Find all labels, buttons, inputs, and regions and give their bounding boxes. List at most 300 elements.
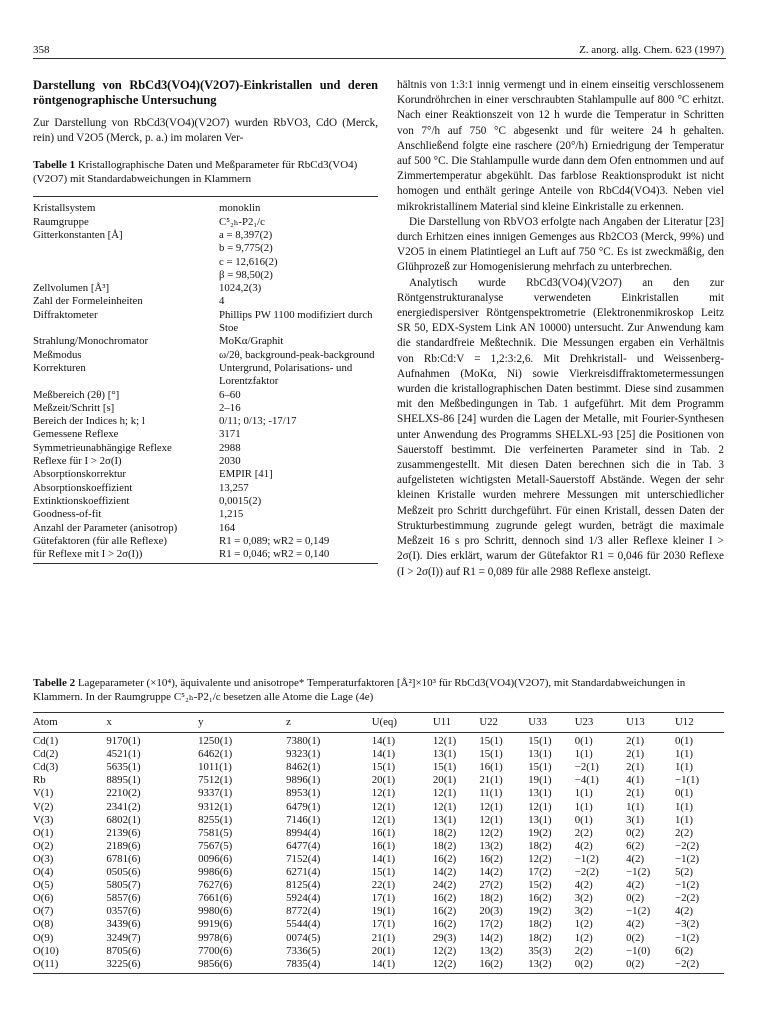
table2-cell: 9978(6) — [198, 931, 233, 944]
table2-cell: 2341(2) — [106, 800, 141, 813]
table1-value-cell: monoklin — [219, 202, 261, 215]
table2-row — [33, 905, 724, 918]
table2-cell: 3249(7) — [106, 931, 141, 944]
table2-cell: 18(2) — [432, 839, 457, 852]
table2-cell: 11(1) — [479, 787, 503, 800]
table2-cell: 6(2) — [626, 839, 645, 852]
table1-row — [33, 269, 378, 282]
table1-value-cell: 0/11; 0/13; -17/17 — [219, 415, 297, 428]
table2-cell: 0(2) — [626, 958, 675, 974]
table2-cell: 3439(6) — [106, 918, 141, 931]
table2-cell: 12(1) — [371, 800, 396, 813]
table2-cell: 13(2) — [479, 839, 503, 852]
table2-cell: 0(2) — [626, 826, 645, 839]
table2-cell: 7512(1) — [198, 774, 233, 787]
table2-cell: 7581(5) — [198, 826, 233, 839]
right-column — [397, 78, 724, 580]
table2-cell: 13(1) — [432, 748, 457, 761]
table1-label-cell: Meßmodus — [33, 348, 82, 361]
table2-cell: 12(1) — [432, 787, 457, 800]
table1-row — [33, 197, 378, 216]
table2-cell: 18(2) — [528, 918, 552, 931]
table2-cell: 9856(6) — [198, 958, 286, 974]
table2-cell: 13(1) — [528, 813, 552, 826]
table2-cell: 3(2) — [574, 892, 593, 905]
table2-cell: 15(1) — [479, 735, 503, 748]
table1-label-cell: für Reflexe mit I > 2σ(I)) — [33, 548, 143, 561]
table2-cell: 12(2) — [433, 958, 479, 974]
crystal-data-table — [33, 196, 378, 564]
table2-cell: 6477(4) — [286, 839, 321, 852]
table1-label-cell — [33, 256, 219, 269]
table2-cell: O(2) — [33, 839, 54, 852]
table2-cell: 2(1) — [626, 787, 645, 800]
table2-cell: Cd(2) — [33, 748, 59, 761]
table1-value-cell: β = 98,50(2) — [219, 268, 273, 281]
table1-row — [33, 508, 378, 521]
table1-row — [33, 282, 378, 295]
atomic-parameters-table — [33, 712, 724, 974]
table2-cell: O(11) — [33, 958, 106, 974]
table2-cell: 5544(4) — [286, 918, 321, 931]
table2-header-cell: y — [198, 713, 286, 733]
table2-cell: −2(2) — [675, 958, 724, 974]
table2-cell: 7567(5) — [198, 839, 233, 852]
table2-cell: 3225(6) — [106, 958, 198, 974]
table2-row — [33, 761, 724, 774]
table1-row — [33, 428, 378, 441]
table2-cell: 2(2) — [574, 826, 593, 839]
table2-cell: O(5) — [33, 879, 54, 892]
table2-cell: 2(2) — [675, 826, 693, 839]
table2-caption — [33, 676, 724, 704]
table2-cell: 15(1) — [479, 748, 503, 761]
table2-header-cell: U22 — [479, 713, 528, 733]
table2-cell: 7152(4) — [286, 852, 321, 865]
table2-cell: 8953(1) — [286, 787, 321, 800]
table2-cell: 12(1) — [479, 800, 503, 813]
table2-cell: 9896(1) — [286, 774, 321, 787]
table1-value-cell: C⁵₂ₕ-P2₁/c — [219, 215, 265, 228]
table2-row — [33, 945, 724, 958]
table2-cell: 14(1) — [371, 852, 396, 865]
table1-value-cell: c = 12,616(2) — [219, 255, 278, 268]
table2-cell: Cd(3) — [33, 761, 59, 774]
table2-cell: 14(2) — [479, 931, 503, 944]
table2-cell: −1(1) — [675, 774, 700, 787]
table2-cell: 1(1) — [574, 800, 593, 813]
table2-cell: 1(2) — [574, 918, 593, 931]
table1-value-cell: 1024,2(3) — [219, 282, 262, 295]
table2-cell: 0(1) — [574, 813, 593, 826]
table2-cell: 15(1) — [528, 735, 552, 748]
table2-cell: 1(1) — [626, 800, 645, 813]
table2-cell: −1(2) — [626, 905, 651, 918]
table1-row — [33, 455, 378, 468]
table1-value-cell: 164 — [219, 521, 236, 534]
table2-cell: −2(2) — [574, 866, 599, 879]
table2-cell: 12(1) — [528, 800, 552, 813]
table2-cell: 19(1) — [528, 774, 552, 787]
table2-cell: −3(2) — [675, 918, 700, 931]
table2-row — [33, 958, 724, 974]
table2-cell: 4(1) — [626, 774, 645, 787]
table1-row — [33, 256, 378, 269]
table2-cell: 19(2) — [528, 905, 552, 918]
table2-cell: 0(2) — [626, 892, 645, 905]
table2-cell: 16(2) — [479, 852, 503, 865]
table2-cell: 1(1) — [675, 813, 693, 826]
table2-block — [33, 676, 724, 974]
table2-cell: 3(2) — [574, 905, 593, 918]
table1-value-cell: 2030 — [219, 455, 241, 468]
table1-value-cell: 0,0015(2) — [219, 494, 262, 507]
table2-cell: 18(2) — [432, 826, 457, 839]
table2-cell: V(1) — [33, 787, 54, 800]
table2-cell: 5924(4) — [286, 892, 321, 905]
table2-cell: 9312(1) — [198, 800, 233, 813]
table2-cell: −1(2) — [675, 879, 700, 892]
table2-cell: 18(2) — [479, 892, 503, 905]
table2-cell: −1(2) — [574, 852, 599, 865]
table2-cell: 0(1) — [574, 735, 593, 748]
table2-cell: 21(1) — [371, 931, 396, 944]
table2-cell: 6802(1) — [106, 813, 141, 826]
table2-cell: 8125(4) — [286, 879, 321, 892]
table1-row — [33, 216, 378, 229]
table2-cell: 9980(6) — [198, 905, 233, 918]
table1-label-cell: Zahl der Formeleinheiten — [33, 295, 143, 308]
table2-row — [33, 748, 724, 761]
table2-cell: −1(2) — [675, 852, 700, 865]
table2-cell: 0505(6) — [106, 866, 141, 879]
table1-label-cell: Diffraktometer — [33, 308, 98, 321]
table1-row — [33, 402, 378, 415]
table2-cell: Cd(1) — [33, 735, 59, 748]
table2-cell: 0(2) — [626, 931, 645, 944]
table2-cell: 16(1) — [371, 826, 396, 839]
table1-value-cell: R1 = 0,046; wR2 = 0,140 — [219, 548, 330, 561]
section-heading: Darstellung von RbCd3(VO4)(V2O7)-Einkristallen und deren röntgenographische Untersuchung — [33, 78, 378, 107]
table2-cell: 35(3) — [528, 944, 552, 957]
table2-cell: −1(2) — [626, 866, 651, 879]
table2-cell: 6781(6) — [106, 852, 141, 865]
table1-value-cell: 6–60 — [219, 388, 241, 401]
table2-cell: 4(2) — [626, 852, 645, 865]
table2-cell: 1250(1) — [198, 735, 233, 748]
table2-cell: 9919(6) — [198, 918, 233, 931]
table2-cell: 14(1) — [372, 958, 433, 974]
table2-cell: 16(1) — [371, 839, 396, 852]
table2-cell: 9986(6) — [198, 866, 233, 879]
intro-paragraph: Zur Darstellung von RbCd3(VO4)(V2O7) wurden RbVO3, CdO (Merck, rein) und V2O5 (Merck, p. a.) im molaren Ver- — [33, 117, 378, 145]
table1-label-cell: Kristallsystem — [33, 202, 96, 215]
table2-row — [33, 866, 724, 879]
table2-cell: 22(1) — [371, 879, 396, 892]
page-number: 358 — [33, 44, 50, 56]
table2-cell: 18(2) — [528, 931, 552, 944]
table2-cell: O(8) — [33, 918, 54, 931]
table2-cell: 2210(2) — [106, 787, 141, 800]
table2-cell: 4(2) — [626, 879, 645, 892]
table2-cell: 6462(1) — [198, 748, 233, 761]
table2-cell: 19(1) — [371, 905, 396, 918]
table1-value-cell: R1 = 0,089; wR2 = 0,149 — [219, 534, 330, 547]
table1-row — [33, 309, 378, 336]
table1-label-cell: Korrekturen — [33, 361, 86, 374]
table2-header-cell: Atom — [33, 713, 106, 733]
table2-cell: 13(1) — [528, 748, 552, 761]
table2-cell: 24(2) — [432, 879, 457, 892]
table1-label-cell — [33, 242, 219, 255]
table1-label-cell: Gemessene Reflexe — [33, 428, 119, 441]
table2-cell: −4(1) — [574, 774, 599, 787]
table2-cell: 2139(6) — [106, 826, 141, 839]
table2-cell: 8462(1) — [286, 761, 321, 774]
table2-cell: 4(2) — [675, 905, 693, 918]
table2-row — [33, 774, 724, 787]
table2-cell: 16(2) — [432, 918, 457, 931]
table2-cell: 7661(6) — [198, 892, 233, 905]
table2-row — [33, 918, 724, 931]
table1-label-cell: Extinktionskoeffizient — [33, 494, 130, 507]
table2-cell: 1(1) — [675, 761, 693, 774]
table1-row — [33, 442, 378, 455]
table1-value-cell: 2988 — [219, 441, 241, 454]
table2-cell: 8895(1) — [106, 774, 141, 787]
table1-row — [33, 295, 378, 308]
table2-cell: 12(1) — [371, 813, 396, 826]
table2-cell: 0(1) — [675, 787, 693, 800]
table2-cell: 0(2) — [575, 958, 626, 974]
table2-row — [33, 801, 724, 814]
table2-cell: 17(2) — [479, 918, 503, 931]
table2-cell: 16(2) — [528, 892, 552, 905]
table2-cell: 15(1) — [371, 866, 396, 879]
table2-cell: 6271(4) — [286, 866, 321, 879]
table1-value-cell: 1,215 — [219, 508, 244, 521]
table2-header-cell: U33 — [528, 713, 574, 733]
table2-cell: 13(1) — [432, 813, 457, 826]
table2-cell: 2(1) — [626, 748, 645, 761]
table2-header-cell: U(eq) — [372, 713, 433, 733]
table2-cell: 12(1) — [432, 800, 457, 813]
table1-caption-text: Kristallographische Daten und Meßparameter für RbCd3(VO4)(V2O7) mit Standardabweichungen in Klammern — [33, 159, 358, 186]
table2-cell: V(3) — [33, 813, 54, 826]
table1-label-cell: Absorptionskorrektur — [33, 468, 126, 481]
table2-cell: 9170(1) — [106, 735, 141, 748]
table1-row — [33, 468, 378, 481]
table2-row — [33, 853, 724, 866]
table2-cell: 7336(5) — [286, 944, 321, 957]
table1-row — [33, 535, 378, 548]
table2-cell: 2(1) — [626, 735, 645, 748]
table1-value-cell: 4 — [219, 295, 225, 308]
table2-cell: 17(1) — [371, 918, 396, 931]
left-column — [33, 78, 378, 564]
table2-cell: 12(2) — [528, 852, 552, 865]
table2-cell: 1(1) — [574, 748, 593, 761]
table2-cell: Rb — [33, 774, 46, 787]
table2-cell: 0(1) — [675, 735, 693, 748]
table1-row — [33, 415, 378, 428]
table1-value-cell: a = 8,397(2) — [219, 229, 273, 241]
table2-cell: 1011(1) — [198, 761, 232, 774]
table1-label-cell: Raumgruppe — [33, 215, 89, 228]
table1-row — [33, 522, 378, 535]
paragraph-rbvo3: Die Darstellung von RbVO3 erfolgte nach Angaben der Literatur [23] durch Erhitzen eines innigen Gemenges aus Rb2CO3 (Merck, 99%) und V2O5 in einem Platintiegel an Luft auf 750 °C. Es ist zweckmäßig, den Glühprozeß zur Homogenisierung mehrfach zu unterbrechen. — [397, 215, 724, 274]
table2-cell: −2(2) — [675, 892, 700, 905]
table2-cell: 7700(6) — [198, 944, 233, 957]
table1-value-cell: Untergrund, Polarisations- und Lorentzfaktor — [219, 361, 353, 388]
table2-row — [33, 932, 724, 945]
table2-cell: O(1) — [33, 826, 54, 839]
table2-cell: 17(2) — [528, 866, 552, 879]
table2-cell: 12(1) — [371, 787, 396, 800]
table1-value-cell: 3171 — [219, 428, 241, 441]
table2-cell: O(7) — [33, 905, 54, 918]
table2-cell: 18(2) — [528, 839, 552, 852]
table1-label-cell: Absorptionskoeffizient — [33, 481, 133, 494]
table1-label-cell: Meßzeit/Schritt [s] — [33, 401, 115, 414]
table2-row — [33, 892, 724, 905]
table2-cell: 15(1) — [432, 761, 457, 774]
table2-cell: 16(2) — [432, 905, 457, 918]
table1-label-cell: Anzahl der Parameter (anisotrop) — [33, 521, 178, 534]
table2-cell: −2(2) — [675, 839, 700, 852]
table2-cell: 6(2) — [675, 944, 693, 957]
table2-cell: 9323(1) — [286, 748, 321, 761]
table1-label-cell: Strahlung/Monochromator — [33, 335, 149, 348]
paragraph-synthesis: hältnis von 1:3:1 innig vermengt und in einem einseitig verschlossenem Korundröhrchen in einer verschraubten Stahlampulle auf 800 °C erhitzt. Nach einer Reaktionszeit von 12 h wurde die Temperatur in Schritten von 7°/h auf 750 °C abgesenkt und für weitere 24 h gehalten. Anschließend folgte eine raschere (20°/h) Erniedrigung der Temperatur auf 500 °C. Die Stahlampulle wurde dann dem Ofen entnommen und auf Zimmertemperatur abgekühlt. Das farblose Reaktionsprodukt ist nicht homogen und enthält geringe Anteile von RbCd4(VO4)3. Neben viel mikrokristallinem Material sind kleine Einkristalle zu erkennen. — [397, 79, 724, 213]
table2-cell: 12(1) — [432, 735, 457, 748]
table1-label-cell: Symmetrieunabhängige Reflexe — [33, 441, 172, 454]
table2-cell: 6479(1) — [286, 800, 321, 813]
table1-row — [33, 229, 378, 242]
table2-cell: 4(2) — [574, 879, 593, 892]
table2-cell: 20(1) — [371, 774, 396, 787]
table2-cell: 1(1) — [675, 748, 693, 761]
table2-row — [33, 879, 724, 892]
table2-cell: 16(1) — [479, 761, 503, 774]
table2-cell: O(6) — [33, 892, 54, 905]
table1-value-cell: 13,257 — [219, 481, 249, 494]
table2-cell: 2189(6) — [106, 839, 141, 852]
table2-caption-text: Lageparameter (×10⁴), äquivalente und anisotrope* Temperaturfaktoren [Å²]×10³ für RbCd3(VO4)(V2O7), mit Standardabweichungen in Klammern. In der Raumgruppe C⁵₂ₕ-P2₁/c besetzen alle Atome die Lage (4e) — [33, 677, 686, 703]
table2-cell: 19(2) — [528, 826, 552, 839]
table2-cell: 16(2) — [432, 852, 457, 865]
table2-cell: 5805(7) — [106, 879, 141, 892]
table2-cell: 7146(1) — [286, 813, 321, 826]
table2-cell: 17(1) — [371, 892, 396, 905]
table2-cell: 12(1) — [479, 813, 503, 826]
table2-cell: 0074(5) — [286, 931, 321, 944]
table2-cell: 8994(4) — [286, 826, 321, 839]
table2-cell: 14(2) — [432, 866, 457, 879]
table2-cell: 1(1) — [574, 787, 593, 800]
header-rule — [33, 58, 726, 59]
table1-label-cell — [33, 269, 219, 282]
table1-label-cell: Goodness-of-fit — [33, 508, 102, 521]
table2-cell: 14(1) — [371, 748, 396, 761]
table2-cell: V(2) — [33, 800, 54, 813]
table2-header-cell: U23 — [575, 713, 626, 733]
table1-value-cell: ω/2θ, background-peak-background — [219, 348, 375, 361]
table2-cell: 8772(4) — [286, 905, 321, 918]
table2-row — [33, 814, 724, 827]
table2-cell: 12(2) — [479, 826, 503, 839]
table2-cell: 4521(1) — [106, 748, 141, 761]
table1-caption-label: Tabelle 1 — [33, 159, 76, 172]
table2-cell: 0096(6) — [198, 852, 233, 865]
table2-cell: 8705(6) — [106, 944, 141, 957]
table2-cell: 13(2) — [528, 958, 574, 974]
table2-cell: 12(2) — [432, 944, 457, 957]
table2-cell: 14(1) — [371, 735, 396, 748]
table2-cell: 1(1) — [675, 800, 693, 813]
table1-row — [33, 349, 378, 362]
table2-cell: 20(1) — [432, 774, 457, 787]
table2-cell: O(4) — [33, 866, 54, 879]
table2-cell: 15(1) — [371, 761, 396, 774]
table2-header-cell: x — [106, 713, 198, 733]
table2-cell: 9337(1) — [198, 787, 233, 800]
table2-cell: 16(2) — [479, 958, 528, 974]
table1-value-cell: 2–16 — [219, 401, 241, 414]
journal-reference: Z. anorg. allg. Chem. 623 (1997) — [579, 44, 724, 56]
table2-row — [33, 733, 724, 749]
table2-cell: −1(2) — [675, 931, 700, 944]
table1-label-cell: Gitterkonstanten [Å] — [33, 229, 123, 241]
table1-row — [33, 362, 378, 389]
table1-label-cell: Reflexe für I > 2σ(I) — [33, 455, 122, 468]
table1-value-cell: Phillips PW 1100 modifiziert durch Stoe — [219, 308, 373, 335]
table2-cell: −2(1) — [574, 761, 599, 774]
table2-cell: 7380(1) — [286, 735, 321, 748]
table2-cell: 13(1) — [528, 787, 552, 800]
table2-header-cell: z — [286, 713, 372, 733]
table2-cell: 16(2) — [432, 892, 457, 905]
table1-row — [33, 242, 378, 255]
table2-cell: O(9) — [33, 931, 54, 944]
table2-row — [33, 840, 724, 853]
table2-cell: 5635(1) — [106, 761, 141, 774]
table2-cell: 2(2) — [574, 944, 593, 957]
table1-label-cell: Bereich der Indices h; k; l — [33, 415, 145, 428]
table2-cell: 20(3) — [479, 905, 503, 918]
table1-label-cell: Zellvolumen [Å³] — [33, 282, 110, 295]
table2-cell: 21(1) — [479, 774, 503, 787]
table1-value-cell: MoKα/Graphit — [219, 335, 284, 348]
table1-label-cell: Gütefaktoren (für alle Reflexe) — [33, 534, 167, 547]
table2-cell: O(10) — [33, 944, 59, 957]
table1-row — [33, 335, 378, 348]
table2-header-cell: U11 — [433, 713, 479, 733]
table2-cell: 5857(6) — [106, 892, 141, 905]
table1-value-cell: b = 9,775(2) — [219, 242, 273, 255]
table2-cell: 8255(1) — [198, 813, 233, 826]
table2-cell: 14(2) — [479, 866, 503, 879]
table2-cell: 20(1) — [371, 944, 396, 957]
table2-cell: 13(2) — [479, 944, 503, 957]
table2-cell: 29(3) — [432, 931, 457, 944]
table2-cell: 3(1) — [626, 813, 645, 826]
table2-cell: 27(2) — [479, 879, 503, 892]
table1-row — [33, 482, 378, 495]
table1-row — [33, 389, 378, 402]
table2-cell: 7627(6) — [198, 879, 233, 892]
table1-value-cell: EMPIR [41] — [219, 468, 273, 481]
